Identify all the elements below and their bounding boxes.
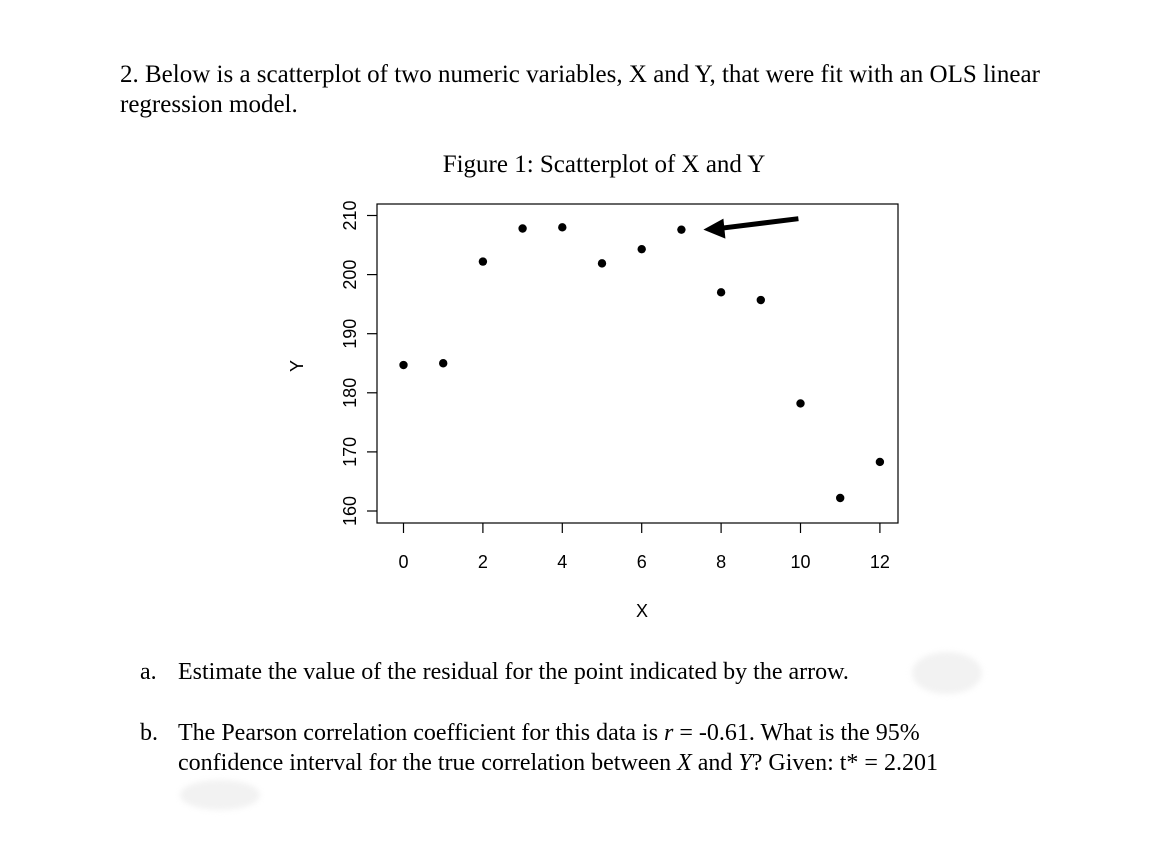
y-tick-label: 200 xyxy=(340,259,360,290)
part-b-text xyxy=(178,718,1018,778)
y-axis-label: Y xyxy=(287,359,307,373)
part-b-text-2: = -0.61. What is the 95% confidence interval for the true correlation between xyxy=(178,720,920,776)
question-intro: 2. Below is a scatterplot of two numeric variables, X and Y, that were fit with an OLS linear regression model. xyxy=(120,61,1040,118)
question-part-b xyxy=(140,718,1040,778)
arrow-head xyxy=(703,219,725,239)
erased-mark xyxy=(912,652,982,694)
figure-title: Figure 1: Scatterplot of X and Y xyxy=(442,151,766,178)
y-symbol: Y xyxy=(738,750,752,776)
data-point xyxy=(638,245,646,253)
data-point xyxy=(479,257,487,265)
part-b-text-1: The Pearson correlation coefficient for this data is xyxy=(178,720,665,746)
part-b-text-3: and xyxy=(691,750,739,776)
part-a-letter: a. xyxy=(140,659,157,685)
axes xyxy=(340,200,890,572)
y-tick-label: 160 xyxy=(340,495,360,527)
data-point xyxy=(439,359,447,367)
data-point xyxy=(876,458,884,466)
data-point xyxy=(558,223,566,231)
part-a-text: Estimate the value of the residual for the point indicated by the arrow. xyxy=(178,659,849,685)
data-point xyxy=(757,296,765,304)
x-axis-label: X xyxy=(635,601,649,621)
arrow-annotation xyxy=(703,219,798,239)
r-symbol: r xyxy=(664,720,674,746)
data-point xyxy=(717,288,725,296)
y-tick-label: 170 xyxy=(340,436,360,467)
data-point xyxy=(399,361,407,369)
y-tick-label: 180 xyxy=(340,377,360,408)
part-b-letter: b. xyxy=(140,720,158,746)
arrow-shaft xyxy=(717,219,798,229)
x-tick-label: 4 xyxy=(557,552,568,572)
data-point xyxy=(518,224,526,232)
part-b-text-4: ? Given: t* = 2.201 xyxy=(751,750,938,776)
x-tick-label: 10 xyxy=(790,552,811,572)
y-tick-label: 210 xyxy=(340,200,360,231)
data-point xyxy=(836,494,844,502)
x-tick-label: 0 xyxy=(398,552,409,572)
erased-mark xyxy=(180,780,260,810)
x-tick-label: 8 xyxy=(716,552,727,572)
data-point xyxy=(598,259,606,267)
x-tick-label: 2 xyxy=(477,552,488,572)
x-symbol: X xyxy=(677,750,692,776)
data-point xyxy=(796,399,804,407)
data-points xyxy=(399,223,884,502)
plot-frame xyxy=(377,204,898,523)
x-tick-label: 12 xyxy=(869,552,890,572)
y-tick-label: 190 xyxy=(340,318,360,349)
x-tick-label: 6 xyxy=(636,552,647,572)
question-part-a xyxy=(140,657,1040,687)
data-point xyxy=(677,225,685,233)
